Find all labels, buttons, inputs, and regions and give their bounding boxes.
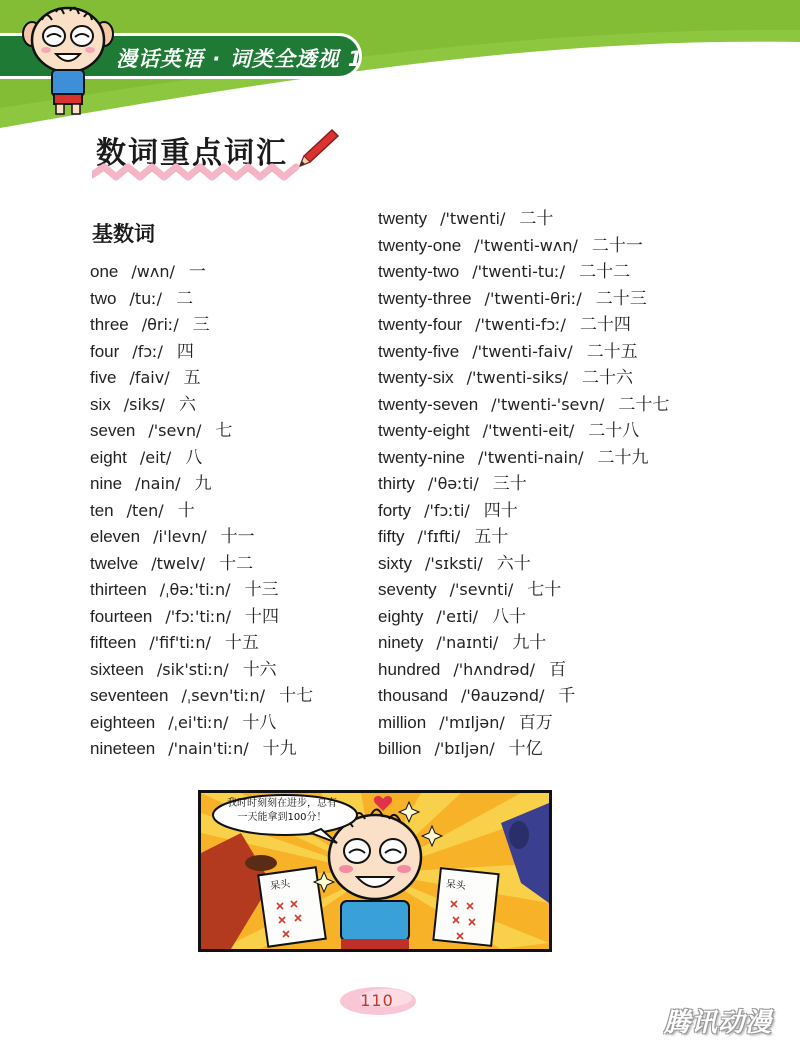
word-chinese: 二十八 — [588, 421, 640, 441]
word-entry — [90, 577, 313, 604]
word-entry — [378, 524, 669, 551]
word-entry — [90, 524, 313, 551]
right-paper-label: 呆头 — [445, 878, 467, 893]
word-phonetic: /'twenti-wʌn/ — [474, 235, 578, 255]
word-entry — [378, 577, 669, 604]
word-phonetic: /'eɪti/ — [436, 606, 479, 626]
word-phonetic: /tuː/ — [129, 288, 163, 308]
word-phonetic: /'sɪksti/ — [425, 553, 483, 573]
word-entry — [378, 418, 669, 445]
word-entry — [90, 418, 313, 445]
word-chinese: 十三 — [244, 580, 279, 600]
word-english: seven — [90, 421, 136, 440]
word-chinese: 十七 — [279, 686, 314, 706]
word-entry — [90, 498, 313, 525]
word-english: eleven — [90, 527, 141, 546]
word-phonetic: /siks/ — [123, 394, 165, 414]
word-chinese: 二十 — [519, 209, 554, 229]
word-phonetic: /'θauzənd/ — [460, 686, 545, 705]
word-entry — [90, 339, 313, 366]
word-phonetic: /fɔː/ — [132, 341, 163, 361]
word-entry — [90, 657, 313, 684]
word-chinese: 二十三 — [595, 288, 647, 309]
word-english: three — [90, 315, 129, 334]
word-english: billion — [378, 739, 422, 758]
word-phonetic: /'sevnti/ — [449, 580, 514, 599]
word-phonetic: /faiv/ — [129, 368, 170, 387]
word-entry — [378, 471, 669, 498]
word-entry — [378, 657, 669, 684]
word-english: twenty-three — [378, 288, 472, 308]
word-chinese: 四十 — [483, 500, 518, 521]
word-english: twenty — [378, 209, 428, 228]
word-chinese: 八 — [185, 447, 203, 468]
word-entry — [378, 445, 669, 472]
word-chinese: 六十 — [496, 553, 531, 574]
word-entry — [378, 206, 669, 233]
word-phonetic: /'twenti-eit/ — [482, 421, 575, 440]
word-entry — [378, 233, 669, 260]
speech-line-2: 一天能拿到100分！ — [237, 812, 327, 823]
cardinal-list-left — [90, 259, 313, 763]
word-chinese: 六 — [178, 394, 196, 415]
word-english: eighty — [378, 606, 424, 626]
speech-line-1: 我时时刻刻在进步，总有 — [227, 798, 337, 809]
zigzag-underline — [92, 163, 302, 185]
word-english: six — [90, 394, 111, 414]
word-entry — [90, 736, 313, 763]
word-entry — [378, 683, 669, 710]
word-chinese: 九 — [194, 474, 212, 494]
word-entry — [90, 551, 313, 578]
word-chinese: 十二 — [219, 553, 254, 574]
word-english: twenty-eight — [378, 421, 470, 440]
word-phonetic: /'nain'tiːn/ — [168, 739, 249, 758]
word-chinese: 三十 — [492, 474, 527, 494]
word-phonetic: /'twenti-nain/ — [477, 447, 584, 467]
word-chinese: 一 — [188, 262, 206, 282]
word-phonetic: /'θəːti/ — [427, 474, 479, 493]
word-english: forty — [378, 500, 412, 520]
word-english: hundred — [378, 659, 441, 679]
word-entry — [90, 683, 313, 710]
word-entry — [378, 551, 669, 578]
word-english: twenty-five — [378, 341, 460, 361]
word-english: four — [90, 341, 120, 361]
word-chinese: 十一 — [220, 527, 255, 547]
word-entry — [378, 710, 669, 737]
word-entry — [90, 259, 313, 286]
word-phonetic: /'twenti-siks/ — [466, 368, 568, 387]
word-phonetic: /'twenti/ — [440, 209, 506, 228]
word-entry — [90, 312, 313, 339]
watermark-logo: 腾讯动漫 — [664, 1008, 773, 1038]
word-phonetic: /ˌei'tiːn/ — [168, 712, 229, 732]
word-english: fourteen — [90, 606, 153, 626]
word-english: fifty — [378, 527, 405, 546]
word-chinese: 十八 — [242, 712, 277, 733]
word-chinese: 十六 — [242, 659, 277, 680]
word-phonetic: /ten/ — [126, 500, 164, 520]
word-phonetic: /'fif'tiːn/ — [149, 633, 211, 652]
word-phonetic: /'fɔːti/ — [424, 500, 470, 520]
word-entry — [90, 710, 313, 737]
word-phonetic: /ˌθəː'tiːn/ — [159, 580, 231, 599]
word-phonetic: /'twenti-fɔː/ — [475, 315, 566, 334]
word-phonetic: /'fɪfti/ — [417, 527, 461, 546]
word-phonetic: /sik'stiːn/ — [156, 659, 229, 679]
word-chinese: 八十 — [492, 606, 527, 627]
word-entry — [378, 498, 669, 525]
word-phonetic: /'twenti-faiv/ — [472, 341, 573, 361]
mascot-character — [18, 4, 118, 116]
word-english: twelve — [90, 553, 139, 573]
word-entry — [378, 630, 669, 657]
section-title: 数词重点词汇 — [96, 136, 288, 171]
word-english: two — [90, 288, 117, 308]
word-chinese: 五十 — [474, 527, 509, 547]
word-phonetic: /ˌsevn'tiːn/ — [181, 686, 266, 705]
word-chinese: 十五 — [224, 633, 259, 653]
word-chinese: 十 — [177, 500, 195, 521]
word-chinese: 三 — [192, 315, 210, 335]
word-chinese: 二十四 — [579, 315, 631, 335]
word-phonetic: /'twenti-θriː/ — [484, 288, 582, 308]
word-chinese: 七 — [215, 421, 233, 441]
word-chinese: 百 — [549, 659, 567, 680]
word-english: eighteen — [90, 712, 156, 732]
word-phonetic: /'naɪnti/ — [436, 633, 499, 652]
word-english: sixty — [378, 553, 412, 573]
word-english: twenty-four — [378, 315, 463, 334]
word-phonetic: /'bɪljən/ — [434, 739, 495, 758]
word-entry — [378, 392, 669, 419]
word-entry — [90, 365, 313, 392]
word-english: seventy — [378, 580, 437, 599]
word-phonetic: /i'levn/ — [153, 527, 207, 546]
word-entry — [90, 392, 313, 419]
word-entry — [378, 286, 669, 313]
word-english: twenty-nine — [378, 447, 465, 467]
word-english: thirteen — [90, 580, 147, 599]
word-entry — [378, 604, 669, 631]
word-entry — [90, 286, 313, 313]
word-phonetic: /eit/ — [139, 447, 172, 467]
word-english: seventeen — [90, 686, 169, 705]
word-phonetic: /'mɪljən/ — [439, 712, 505, 732]
word-english: ten — [90, 500, 114, 520]
word-entry — [90, 471, 313, 498]
word-entry — [378, 312, 669, 339]
word-english: million — [378, 712, 427, 732]
word-english: twenty-one — [378, 235, 462, 255]
word-chinese: 二十七 — [618, 394, 670, 415]
word-english: sixteen — [90, 659, 144, 679]
word-english: nine — [90, 474, 123, 493]
word-chinese: 千 — [558, 686, 576, 706]
word-chinese: 百万 — [518, 712, 553, 733]
word-phonetic: /'hʌndrəd/ — [453, 659, 536, 679]
word-english: one — [90, 262, 119, 281]
left-paper-label: 呆头 — [269, 878, 291, 893]
word-english: eight — [90, 447, 127, 467]
word-english: twenty-two — [378, 262, 460, 281]
word-entry — [378, 259, 669, 286]
word-entry — [90, 604, 313, 631]
word-english: five — [90, 368, 117, 387]
word-english: twenty-seven — [378, 394, 479, 414]
page-number: 110 — [360, 991, 394, 1010]
word-phonetic: /'twenti-'sevn/ — [491, 394, 605, 414]
word-chinese: 五 — [183, 368, 201, 388]
word-entry — [378, 736, 669, 763]
word-phonetic: /nain/ — [135, 474, 181, 493]
word-chinese: 二十五 — [586, 341, 638, 362]
word-chinese: 十四 — [245, 606, 280, 627]
subtitle-cardinal-numbers: 基数词 — [92, 222, 155, 246]
word-phonetic: /θriː/ — [141, 315, 179, 334]
word-chinese: 二十二 — [579, 262, 631, 282]
word-chinese: 四 — [176, 341, 194, 362]
word-phonetic: /'fɔː'tiːn/ — [165, 606, 232, 626]
word-entry — [378, 365, 669, 392]
word-english: fifteen — [90, 633, 137, 652]
header-title: 漫话英语 · 词类全透视 1 — [116, 47, 364, 71]
word-english: nineteen — [90, 739, 156, 758]
word-entry — [90, 445, 313, 472]
word-chinese: 七十 — [527, 580, 562, 600]
word-chinese: 二十一 — [591, 235, 643, 256]
word-phonetic: /twelv/ — [151, 553, 206, 573]
word-english: thousand — [378, 686, 448, 705]
word-chinese: 二十九 — [597, 447, 649, 468]
word-phonetic: /'twenti-tuː/ — [472, 262, 566, 281]
cardinal-list-right — [378, 206, 669, 763]
word-chinese: 二十六 — [581, 368, 633, 388]
word-english: ninety — [378, 633, 424, 652]
speech-bubble-text — [222, 797, 342, 825]
word-entry — [378, 339, 669, 366]
word-chinese: 九十 — [512, 633, 547, 653]
word-english: thirty — [378, 474, 415, 493]
word-chinese: 十九 — [262, 739, 297, 759]
word-phonetic: /wʌn/ — [131, 262, 175, 281]
word-english: twenty-six — [378, 368, 454, 387]
word-phonetic: /'sevn/ — [148, 421, 202, 440]
word-chinese: 十亿 — [508, 739, 543, 759]
word-chinese: 二 — [176, 288, 194, 309]
word-entry — [90, 630, 313, 657]
